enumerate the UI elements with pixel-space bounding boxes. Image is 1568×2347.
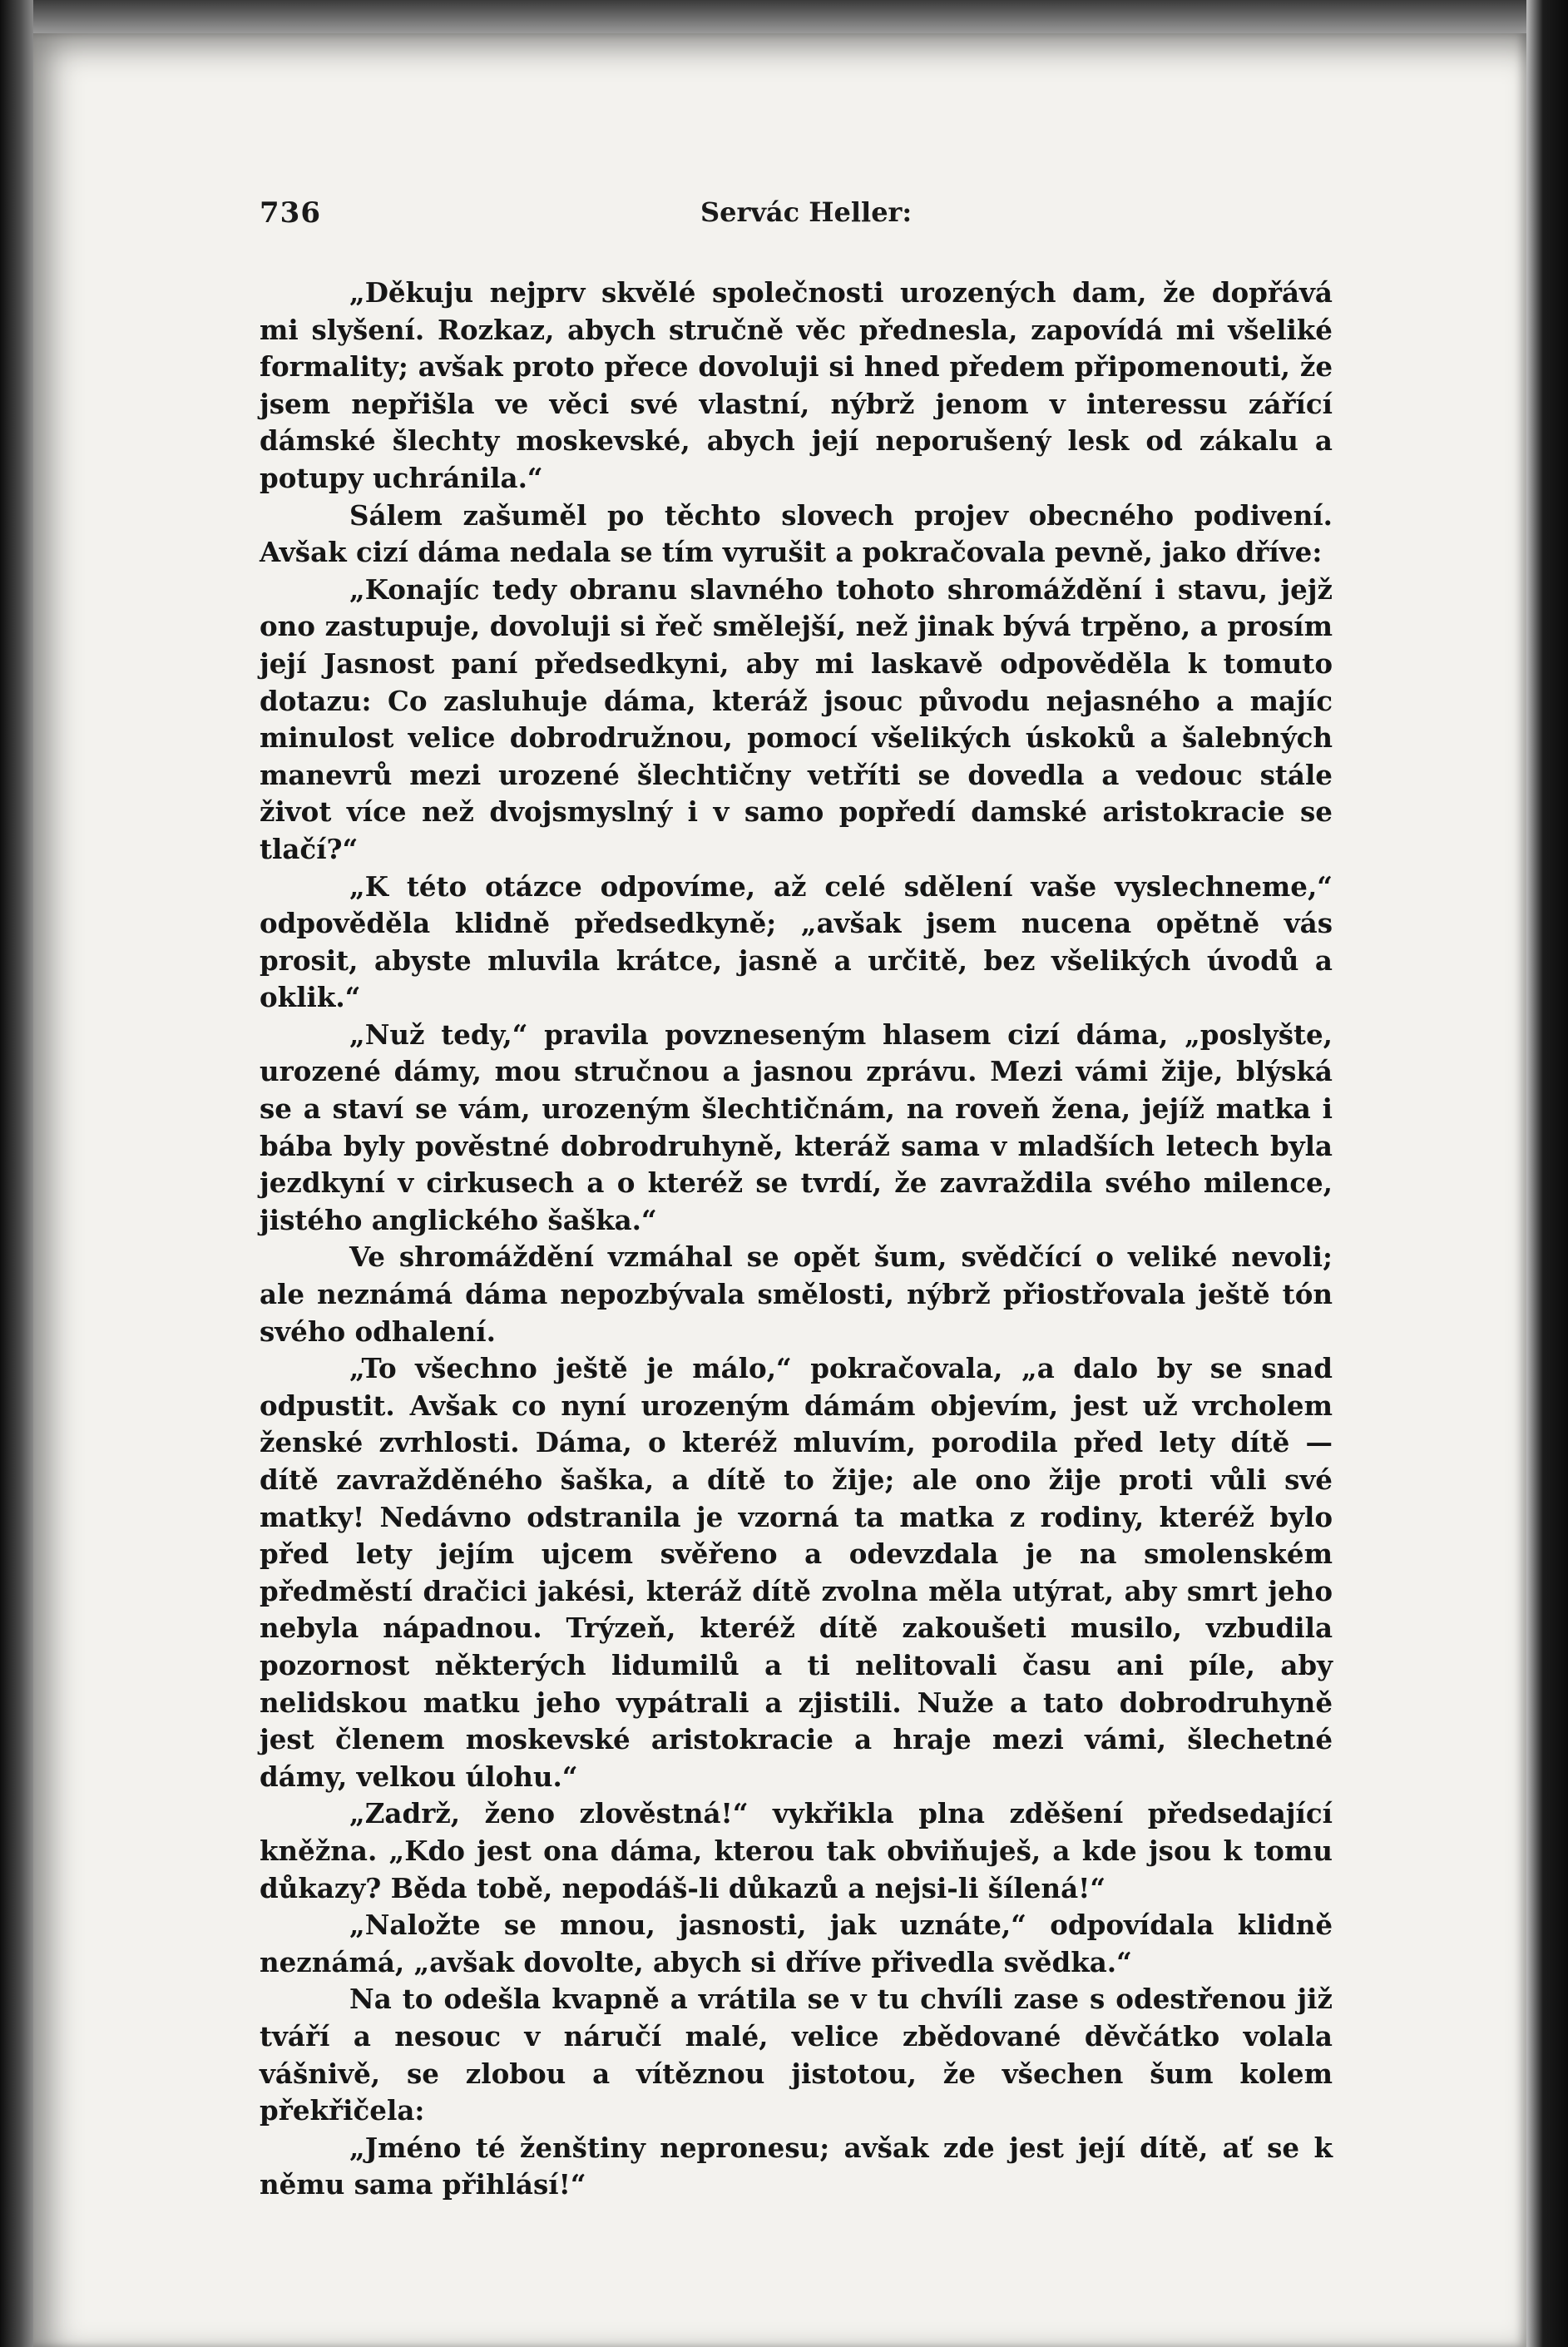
body-text bbox=[260, 275, 1333, 2204]
paragraph: „Naložte se mnou, jasnosti, jak uznáte,“ odpovídala klidně neznámá, „avšak dovolte, abych si dříve přivedla svědka.“ bbox=[260, 1909, 1333, 1978]
paragraph: „Nuž tedy,“ pravila povzneseným hlasem cizí dáma, „poslyšte, urozené dámy, mou stručnou a jasnou zprávu. Mezi vámi žije, blýská se a staví se vám, urozeným šlechtičnám, na roveň žena, jejíž matka i bába byly pověstné dobrodruhyně, kteráž sama v mladších letech byla jezdkyní v cirkusech a o kteréž se tvrdí, že zavraždila svého milence, jistého anglického šaška.“ bbox=[260, 1018, 1333, 1236]
paragraph: „K této otázce odpovíme, až celé sdělení vaše vyslechneme,“ odpověděla klidně předsedkyně; „avšak jsem nucena opětně vás prosit, abyste mluvila krátce, jasně a určitě, bez všelikých úvodů a oklik.“ bbox=[260, 869, 1333, 1014]
paragraph: „Konajíc tedy obranu slavného tohoto shromáždění i stavu, jejž ono zastupuje, dovoluji si řeč smělejší, než jinak bývá trpěno, a prosím její Jasnost paní předsedkyni, aby mi laskavě odpověděla k tomuto dotazu: Co zasluhuje dáma, kteráž jsouc původu nejasného a majíc minulost velice dobrodružnou, pomocí všelikých úskoků a šalebných manevrů mezi urozené šlechtičny vetříti se dovedla a vedouc stále život více než dvojsmyslný i v samo popředí damské aristokracie se tlačí?“ bbox=[260, 572, 1333, 865]
scan-shadow-left bbox=[0, 0, 33, 2347]
page-header bbox=[260, 196, 1333, 230]
page-number: 736 bbox=[260, 196, 321, 230]
paragraph: „To všechno ještě je málo,“ pokračovala, „a dalo by se snad odpustit. Avšak co nyní urozeným dámám objevím, jest už vrcholem ženské zvrhlosti. Dáma, o kteréž mluvím, porodila před lety dítě — dítě zavražděného šaška, a dítě to žije; ale ono žije proti vůli své matky! Nedávno odstranila je vzorná ta matka z rodiny, kteréž bylo před lety jejím ujcem svěřeno a odevzdala je na smolenském předměstí dračici jakési, kteráž dítě zvolna měla utýrat, aby smrt jeho nebyla nápadnou. Trýzeň, kteréž dítě zakoušeti musilo, vzbudila pozornost některých lidumilů a ti nelitovali času ani píle, aby nelidskou matku jeho vypátrali a zjistili. Nuže a tato dobrodruhyně jest členem moskevské aristokracie a hraje mezi vámi, šlechetné dámy, velkou úlohu.“ bbox=[260, 1352, 1333, 1793]
paragraph: Ve shromáždění vzmáhal se opět šum, svědčící o veliké nevoli; ale neznámá dáma nepozbývala smělosti, nýbrž přiostřovala ještě tón svého odhalení. bbox=[260, 1240, 1333, 1348]
paragraph: „Zadrž, ženo zlověstná!“ vykřikla plna zděšení předsedající kněžna. „Kdo jest ona dáma, kterou tak obviňuješ, a kde jsou k tomu důkazy? Běda tobě, nepodáš-li důkazů a nejsi-li šílená!“ bbox=[260, 1797, 1333, 1904]
paragraph: Sálem zašuměl po těchto slovech projev obecného podivení. Avšak cizí dáma nedala se tím vyrušit a pokračovala pevně, jako dříve: bbox=[260, 498, 1333, 569]
paragraph: „Děkuju nejprv skvělé společnosti urozených dam, že dopřává mi slyšení. Rozkaz, abych stručně věc přednesla, zapovídá mi všeliké formality; avšak proto přece dovoluji si hned předem připomenouti, že jsem nepřišla ve věci své vlastní, nýbrž jenom v interessu zářící dámské šlechty moskevské, abych její neporušený lesk od zákalu a potupy uchránila.“ bbox=[260, 276, 1333, 494]
scan-shadow-right bbox=[1526, 0, 1568, 2347]
paragraph: Na to odešla kvapně a vrátila se v tu chvíli zase s odestřenou již tváří a nesouc v náručí malé, velice zbědované děvčátko volala vášnivě, se zlobou a vítěznou jistotou, že všechen šum kolem překřičela: bbox=[260, 1983, 1333, 2127]
paragraph: „Jméno té ženštiny nepronesu; avšak zde jest její dítě, ať se k němu sama přihlásí!“ bbox=[260, 2131, 1333, 2201]
running-head: Servác Heller: bbox=[700, 196, 913, 228]
